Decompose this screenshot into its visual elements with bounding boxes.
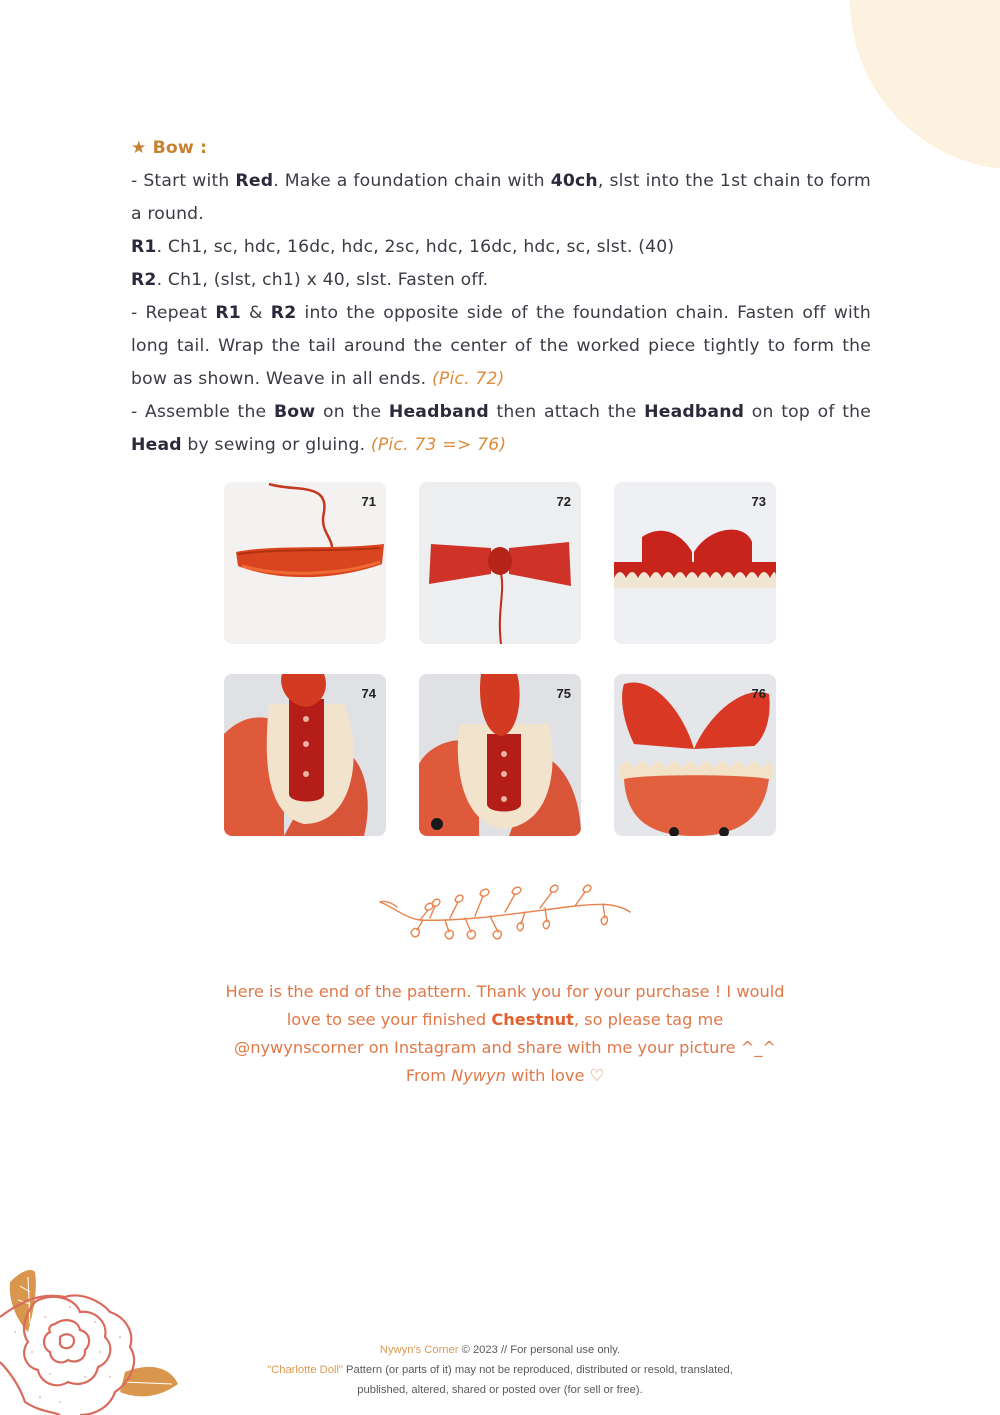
corner-decoration-circle [850,0,1000,170]
footer-line-1: Nywyn's Corner © 2023 // For personal use only. [379,1344,621,1356]
photo-75 [419,674,581,836]
footer-line-3: published, altered, shared or posted over (for sell or free). [357,1384,643,1396]
instruction-assemble: - Assemble the Bow on the Headband then attach the Headband on top of the Head by sewing or gluing. (Pic. 73 => 76) [131,402,872,455]
picture-reference: (Pic. 73 => 76) [370,435,507,455]
picture-reference: (Pic. 72) [431,369,505,389]
footer-line-2: "Charlotte Doll" Pattern (or parts of it) may not be reproduced, distributed or resold, translated, [267,1364,733,1376]
section-title: Bow : [152,138,208,158]
instruction-start: - Start with Red. Make a foundation chain with 40ch, slst into the 1st chain to form a round. [131,171,871,224]
vine-divider-icon [375,880,635,945]
photo-74 [224,674,386,836]
photo-number: 72 [556,494,571,509]
doll-name: Chestnut [491,1010,574,1029]
photo-number: 76 [751,686,766,701]
instruction-row-2: R2. Ch1, (slst, ch1) x 40, slst. Fasten off. [131,270,489,290]
closing-message [220,978,790,1090]
instruction-repeat: - Repeat R1 & R2 into the opposite side of the foundation chain. Fasten off with long tail. Wrap the tail around the center of the worked piece tightly to form the bow as shown. Weave in all ends. (Pic. 72) [131,303,871,389]
pattern-section-bow [131,132,871,462]
closing-paragraph: Here is the end of the pattern. Thank you for your purchase ! I would love to see your finished Chestnut, so please tag me @nywynscorner on Instagram and share with me your picture ^_^ [225,982,785,1057]
photo-grid [224,482,779,838]
closing-signature: From Nywyn with love ♡ [405,1066,605,1085]
photo-72 [419,482,581,644]
section-heading [131,132,871,165]
photo-number: 75 [556,686,571,701]
photo-number: 74 [361,686,376,701]
peony-flower-decoration-icon [0,1262,200,1415]
pattern-name: "Charlotte Doll" [267,1364,343,1376]
photo-number: 71 [361,494,376,509]
photo-76 [614,674,776,836]
photo-71 [224,482,386,644]
photo-73 [614,482,776,644]
brand-name: Nywyn's Corner [379,1344,459,1356]
photo-number: 73 [751,494,766,509]
instruction-row-1: R1. Ch1, sc, hdc, 16dc, hdc, 2sc, hdc, 16dc, hdc, sc, slst. (40) [131,237,675,257]
copyright-footer [200,1340,800,1400]
star-icon: ★ [131,138,147,158]
